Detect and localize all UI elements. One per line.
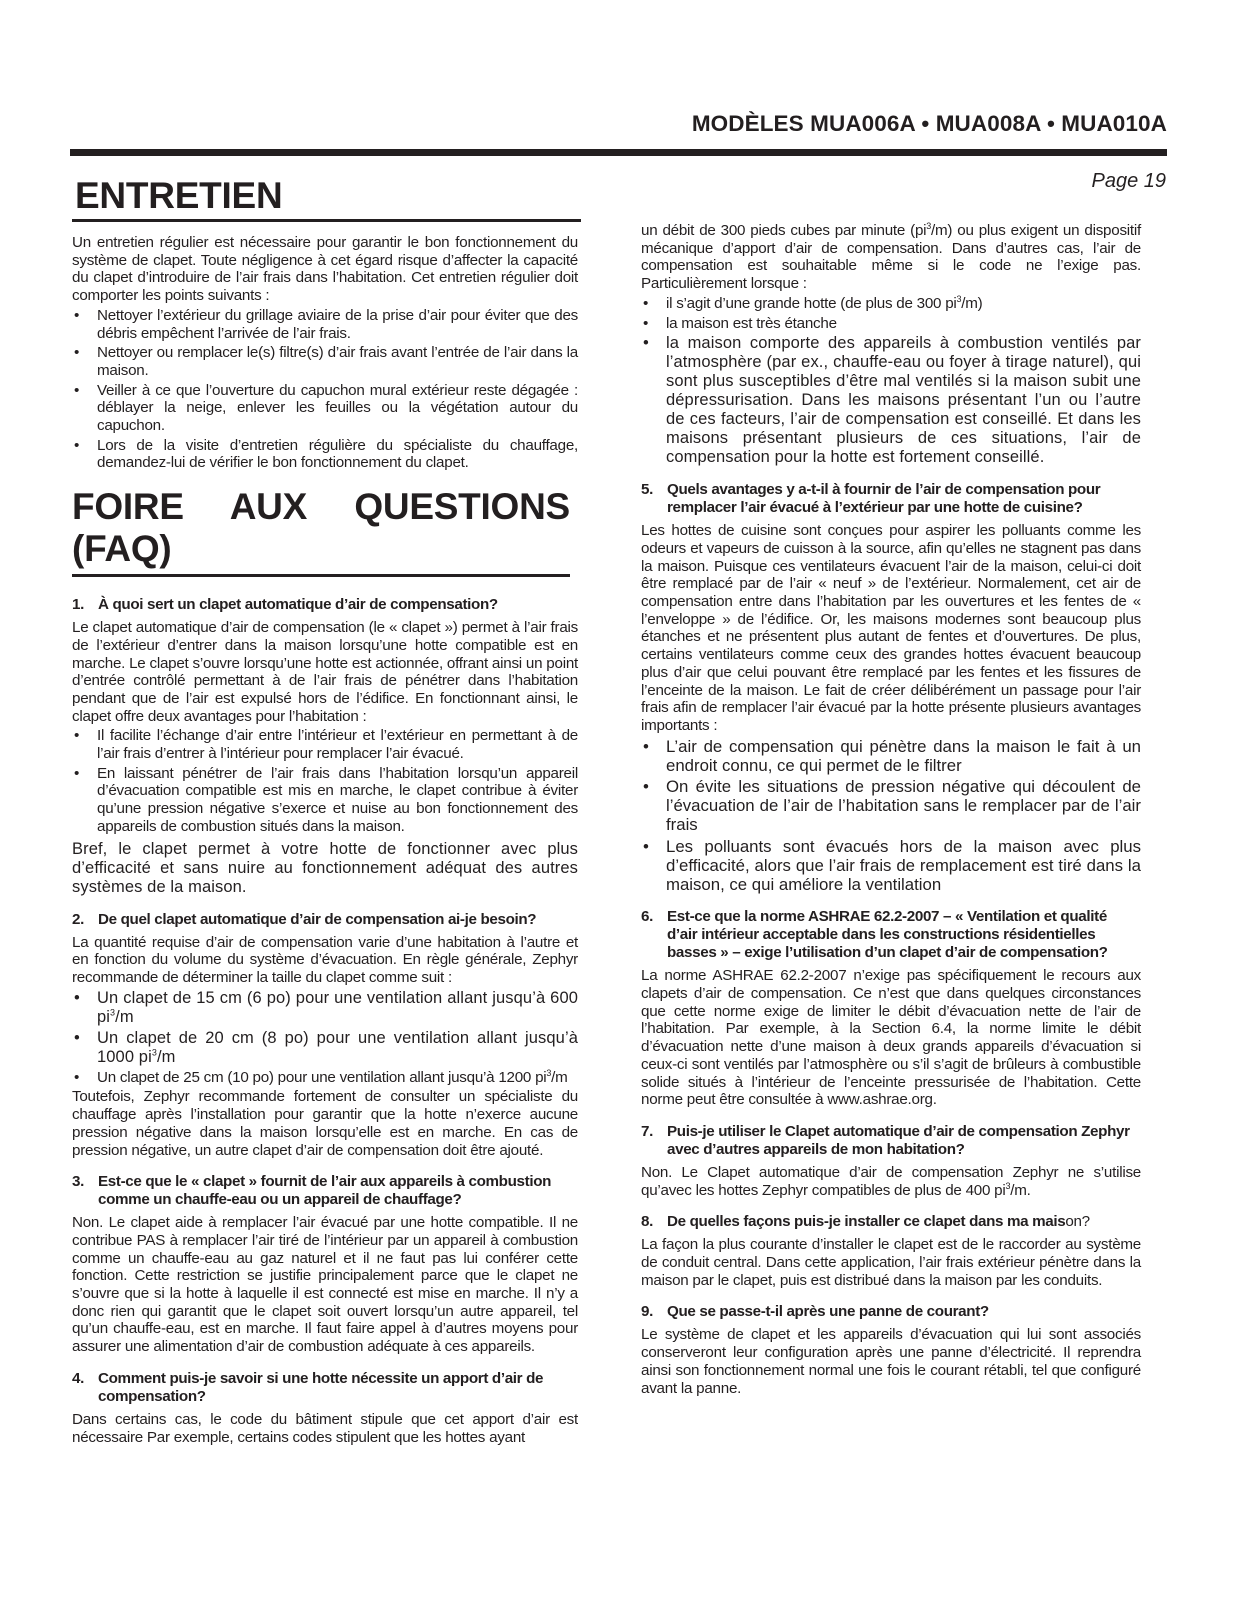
- faq-5-list: [641, 737, 1141, 895]
- faq-2-bullet: • Un clapet de 25 cm (10 po) pour une ventilation allant jusqu’à 1200 $pi^3/m$: [72, 1069, 578, 1087]
- entretien-bullet: • Nettoyer l’extérieur du grillage aviaire de la prise d’air pour éviter que des débris empêchent l’arrivée de l’air frais.: [72, 307, 578, 342]
- left-column: [72, 175, 578, 1446]
- faq-question-8: 8. De quelles façons puis-je installer ce clapet dans ma maison?: [641, 1213, 1090, 1231]
- faq-4-bullet: • il s’agit d’une grande hotte (de plus de 300 $pi^3/m$): [641, 295, 1141, 313]
- faq-answer-4: Dans certains cas, le code du bâtiment stipule que cet apport d’air est nécessaire Par exemple, certains codes stipulent que les hottes ayant: [72, 1410, 578, 1446]
- faq-2-list: [72, 989, 578, 1087]
- faq-2-bullet: • Un clapet de 20 cm (8 po) pour une ventilation allant jusqu’à 1000 $pi^3/m$: [72, 1029, 578, 1067]
- faq-4-bullet: • la maison est très étanche: [641, 315, 1141, 333]
- section-title-faq: FOIRE AUX QUESTIONS (FAQ): [72, 486, 570, 577]
- right-column: [641, 222, 1141, 1397]
- section-title-entretien: ENTRETIEN: [72, 175, 581, 222]
- faq-answer-8: La façon la plus courante d’installer le clapet est de le raccorder au système de conduit central. Dans cette application, l’air frais extérieur pénètre dans la maison par le clapet, puis est distribué dans la maison par les conduits.: [641, 1236, 1141, 1289]
- faq-answer-5: Les hottes de cuisine sont conçues pour aspirer les polluants comme les odeurs et vapeurs de cuisson à la source, afin qu’elles ne stagnent pas dans la maison. Puisque ces ventilateurs évacuent l’air de la maison, celui-ci doit être remplacé par de l’air « neuf » de l’extérieur. Normalement, cet air de compensation entre dans l’habitation par les ouvertures et les fentes de « l’enveloppe » de l’édifice. Or, les maisons modernes sont beaucoup plus étanches et ne présentent plus autant de fentes et d’ouvertures. De plus, certains ventilateurs comme ceux des grandes hottes évacuent beaucoup plus d’air que celui pouvant être remplacé par les fentes et les fissures de l’enceinte de la maison. Le fait de créer délibérément un passage pour l’air frais afin de remplacer l’air évacué par la hotte présente plusieurs avantages importants :: [641, 522, 1141, 734]
- faq-2-bullet: • Un clapet de 15 cm (6 po) pour une ventilation allant jusqu’à 600 $pi^3/m$: [72, 989, 578, 1027]
- page-number: Page 19: [1091, 170, 1166, 192]
- faq-answer-4-continued-text: un débit de 300 pieds cubes par minute (pi: [641, 222, 927, 239]
- faq-question-5: 5. Quels avantages y a-t-il à fournir de l’air de compensation pour remplacer l’air évacué à l’extérieur par une hotte de cuisine?: [641, 481, 1101, 517]
- faq-question-1: 1. À quoi sert un clapet automatique d’air de compensation?: [72, 596, 498, 614]
- faq-1-conclusion: Bref, le clapet permet à votre hotte de fonctionner avec plus d’efficacité et sans nuire au fonctionnement adéquat des autres systèmes de la maison.: [72, 839, 578, 896]
- entretien-list: [72, 307, 578, 472]
- faq-2-conclusion: Toutefois, Zephyr recommande fortement de consulter un spécialiste du chauffage après l’installation pour garantir que la hotte n’exerce aucune pression négative dans la maison lorsqu’elle est en marche. En cas de pression négative, un autre clapet d’air de compensation doit être ajouté.: [72, 1088, 578, 1159]
- faq-4-list: [641, 295, 1141, 467]
- faq-question-2: 2. De quel clapet automatique d’air de compensation ai-je besoin?: [72, 910, 537, 928]
- faq-answer-1: Le clapet automatique d’air de compensation (le « clapet ») permet à l’air frais de l’extérieur d’entrer dans la maison lorsqu’une hotte compatible est en marche. Le clapet s’ouvre lorsqu’une hotte est actionnée, offrant ainsi un point d’entrée contrôlé permettant à de l’air frais de pénétrer dans l’habitation pendant que de l’air est expulsé hors de l’édifice. En fonctionnant ainsi, le clapet offre deux avantages pour l’habitation :: [72, 619, 578, 725]
- entretien-bullet: • Nettoyer ou remplacer le(s) filtre(s) d’air frais avant l’entrée de l’air dans la maison.: [72, 344, 578, 379]
- faq-5-bullet: • Les polluants sont évacués hors de la maison avec plus d’efficacité, alors que l’air frais de remplacement est tiré dans la maison, ce qui améliore la ventilation: [641, 837, 1141, 895]
- faq-answer-9: Le système de clapet et les appareils d’évacuation qui lui sont associés conserveront leur configuration après une panne d’électricité. Il reprendra ainsi son fonctionnement normal une fois le courant rétabli, tel que configuré avant la panne.: [641, 1326, 1141, 1397]
- faq-1-bullet: • En laissant pénétrer de l’air frais dans l’habitation lorsqu’un appareil d’évacuation compatible est mis en marche, le clapet contribue à éviter qu’une pression négative s’exerce et nuise au bon fonctionnement des appareils de combustion situés dans la maison.: [72, 765, 578, 836]
- faq-question-7: 7. Puis-je utiliser le Clapet automatique d’air de compensation Zephyr avec d’autres appareils de mon habitation?: [641, 1122, 1130, 1158]
- faq-question-9: 9. Que se passe-t-il après une panne de courant?: [641, 1303, 989, 1321]
- faq-answer-7: Non. Le Clapet automatique d’air de compensation Zephyr ne s’utilise qu’avec les hottes Zephyr compatibles de plus de 400 $pi^3/m$.: [641, 1163, 1141, 1199]
- entretien-bullet: • Veiller à ce que l’ouverture du capuchon mural extérieur reste dégagée : déblayer la neige, enlever les feuilles ou la végétation autour du capuchon.: [72, 382, 578, 435]
- faq-question-4: 4. Comment puis-je savoir si une hotte nécessite un apport d’air de compensation?: [72, 1369, 544, 1405]
- header-rule: [70, 149, 1167, 156]
- entretien-intro: Un entretien régulier est nécessaire pour garantir le bon fonctionnement du système de clapet. Toute négligence à cet égard risque d’affecter la capacité du clapet d’introduire de l’air frais dans l’habitation. Cet entretien régulier doit comporter les points suivants :: [72, 234, 578, 305]
- faq-1-bullet: • Il facilite l’échange d’air entre l’intérieur et l’extérieur en permettant à de l’air frais d’entrer à l’intérieur pour remplacer l’air évacué.: [72, 727, 578, 762]
- entretien-bullet: • Lors de la visite d’entretien régulière du spécialiste du chauffage, demandez-lui de vérifier le bon fonctionnement du clapet.: [72, 437, 578, 472]
- faq-5-bullet: • L’air de compensation qui pénètre dans la maison le fait à un endroit connu, ce qui permet de le filtrer: [641, 737, 1141, 775]
- faq-answer-4-continued: un débit de 300 pieds cubes par minute $(pi^3/m)$ ou plus exigent un dispositif mécanique d’apport d’air de compensation. Dans d’autres cas, l’air de compensation est souhaitable même si le code ne l’exige pas. Particulièrement lorsque :: [641, 220, 1141, 293]
- faq-answer-3: Non. Le clapet aide à remplacer l’air évacué par une hotte compatible. Il ne contribue PAS à remplacer l’air tiré de l’intérieur par un appareil à combustion comme un chauffe-eau au gaz naturel et il ne faut pas lui conférer cette fonction. Cette restriction se justifie principalement parce que le clapet ne s’ouvre que si la hotte à laquelle il est connecté est mise en marche. Il n’y a donc rien qui garantit que le clapet soit ouvert lorsqu’un autre appareil, tel qu’un chauffe-eau, est en marche. Il faut faire appel à d’autres moyens pour assurer une alimentation d’air de combustion adéquate à ces appareils.: [72, 1214, 578, 1356]
- faq-question-6: 6. Est-ce que la norme ASHRAE 62.2-2007 – « Ventilation et qualité d’air intérieur acceptable dans les constructions résidentielles basses » – exige l’utilisation d’un clapet d’air de compensation?: [641, 908, 1108, 962]
- models-header: MODÈLES MUA006A • MUA008A • MUA010A: [691, 111, 1167, 136]
- faq-question-3: 3. Est-ce que le « clapet » fournit de l’air aux appareils à combustion comme un chauffe-eau ou un appareil de chauffage?: [72, 1173, 552, 1209]
- faq-answer-2: La quantité requise d’air de compensation varie d’une habitation à l’autre et en fonction du volume du système d’évacuation. En règle générale, Zephyr recommande de déterminer la taille du clapet comme suit :: [72, 933, 578, 986]
- faq-answer-6: La norme ASHRAE 62.2-2007 n’exige pas spécifiquement le recours aux clapets d’air de compensation. Ce n’est que dans quelques circonstances que cette norme exige de limiter le débit d’évacuation nette de l’air de l’habitation. Par exemple, à la Section 6.4, la norme limite le débit d’évacuation nette d’une maison à deux grands appareils d’évacuation si ceux-ci sont ventilés par l’atmosphère ou s’il s’agit de brûleurs à combustible solide situés à l’intérieur de l’enceinte pressurisée de l’habitation. Cette norme peut être consultée à www.ashrae.org.: [641, 967, 1141, 1109]
- faq-4-bullet: • la maison comporte des appareils à combustion ventilés par l’atmosphère (par ex., chauffe-eau ou foyer à tirage naturel), qui sont plus susceptibles d’être mal ventilés si la maison subit une dépressurisation. Dans les maisons présentant l’un ou l’autre de ces facteurs, l’air de compensation est conseillé. Et dans les maisons présentant plusieurs de ces situations, l’air de compensation pour la hotte est fortement conseillé.: [641, 334, 1141, 467]
- faq-1-list: [72, 727, 578, 835]
- faq-5-bullet: • On évite les situations de pression négative qui découlent de l’évacuation de l’air de l’habitation sans le remplacer par de l’air frais: [641, 777, 1141, 835]
